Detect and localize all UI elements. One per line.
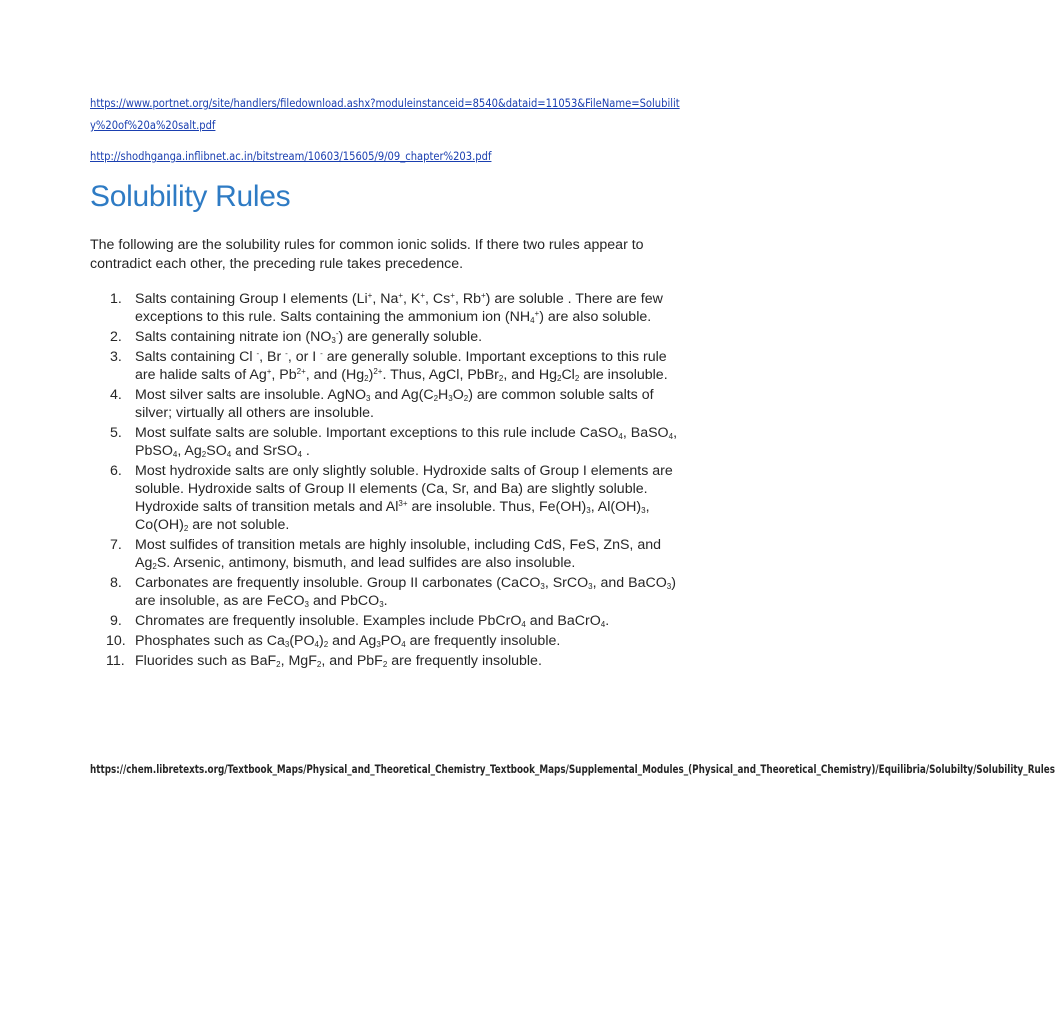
rule-item-5 (90, 424, 680, 460)
page-title: Solubility Rules (90, 180, 291, 213)
rule-number: 1. (110, 291, 122, 307)
libretexts-source-link[interactable]: https://chem.libretexts.org/Textbook_Maps/Physical_and_Theoretical_Chemistry_Textbook_Maps/Supplemental_Modules_(Physical_and_Theoretical_Chemistry)/Equilibria/Solubilty/Solubility_Rules (90, 762, 1055, 776)
rule-item-10 (90, 632, 680, 650)
rule-text: Salts containing Cl -, Br -, or I - are generally soluble. Important exceptions to this rule are halide salts of Ag+, $Pb^{2+}$, and $(Hg_2)^{2+}$. Thus, AgCl, PbBr$_2$, and $Hg_2Cl_2$ are insoluble. (135, 349, 668, 383)
shodhganga-link[interactable]: http://shodhganga.inflibnet.ac.in/bitstream/10603/15605/9/09_chapter%203.pdf (90, 149, 492, 163)
rule-text: Most sulfides of transition metals are highly insoluble, including CdS, FeS, ZnS, and $Ag_2S$. Arsenic, antimony, bismuth, and lead sulfides are also insoluble. (135, 537, 661, 571)
rule-item-8 (90, 574, 680, 610)
solubility-rules-list (90, 290, 680, 672)
rule-number: 7. (110, 537, 122, 553)
rule-text: Chromates are frequently insoluble. Examples include PbCrO$_4$ and BaCrO$_4$. (135, 613, 610, 629)
rule-text: Most silver salts are insoluble. AgNO$_3$ and $Ag(C_2H_3O_2)$ are common soluble salts of silver; virtually all others are insoluble. (135, 387, 654, 421)
rule-text: Salts containing Group I elements (Li+, Na+, K+, Cs+, Rb+) are soluble . There are few exceptions to this rule. Salts containing the ammonium ion $(NH_4^+)$ are also soluble. (135, 291, 663, 325)
rule-item-6 (90, 462, 680, 534)
rule-item-4 (90, 386, 680, 422)
intro-paragraph: The following are the solubility rules for common ionic solids. If there two rules appear to contradict each other, the preceding rule takes precedence. (90, 237, 644, 272)
rule-number: 10. (106, 633, 126, 649)
rule-number: 11. (106, 653, 125, 669)
rule-number: 9. (110, 613, 122, 629)
rule-text: Phosphates such as $Ca_3(PO_4)_2$ and $Ag_3PO_4$ are frequently insoluble. (135, 633, 561, 649)
rule-item-11 (90, 652, 680, 670)
rule-item-1 (90, 290, 680, 326)
rule-number: 2. (110, 329, 122, 345)
rule-text: Salts containing nitrate ion $(NO_3^-)$ are generally soluble. (135, 329, 483, 345)
rule-text: Most sulfate salts are soluble. Important exceptions to this rule include CaSO$_4$, BaSO$_4$, PbSO$_4$, $Ag_2SO_4$ and SrSO$_4$ . (135, 425, 678, 459)
rule-number: 3. (110, 349, 122, 365)
rule-number: 6. (110, 463, 122, 479)
rule-item-9 (90, 612, 680, 630)
rule-text: Most hydroxide salts are only slightly soluble. Hydroxide salts of Group I elements are soluble. Hydroxide salts of Group II elements (Ca, Sr, and Ba) are slightly soluble. Hydroxide salts of transition metals and $Al^{3+}$ are insoluble. Thus, $Fe(OH)_3$, $Al(OH)_3$, $Co(OH)_2$ are not soluble. (135, 463, 673, 533)
rule-text: Fluorides such as BaF$_2$, MgF$_2$, and PbF$_2$ are frequently insoluble. (135, 653, 542, 669)
rule-item-7 (90, 536, 680, 572)
rule-number: 5. (110, 425, 122, 441)
rule-item-2 (90, 328, 680, 346)
portnet-link[interactable]: https://www.portnet.org/site/handlers/filedownload.ashx?moduleinstanceid=8540&dataid=11053&FileName=Solubility%20of%20a%20salt.pdf (90, 96, 680, 132)
rule-text: Carbonates are frequently insoluble. Group II carbonates (CaCO$_3$, SrCO$_3$, and BaCO$_3$) are insoluble, as are FeCO$_3$ and PbCO$_3$. (135, 575, 676, 609)
rule-item-3 (90, 348, 680, 384)
rule-number: 8. (110, 575, 122, 591)
rule-number: 4. (110, 387, 122, 403)
